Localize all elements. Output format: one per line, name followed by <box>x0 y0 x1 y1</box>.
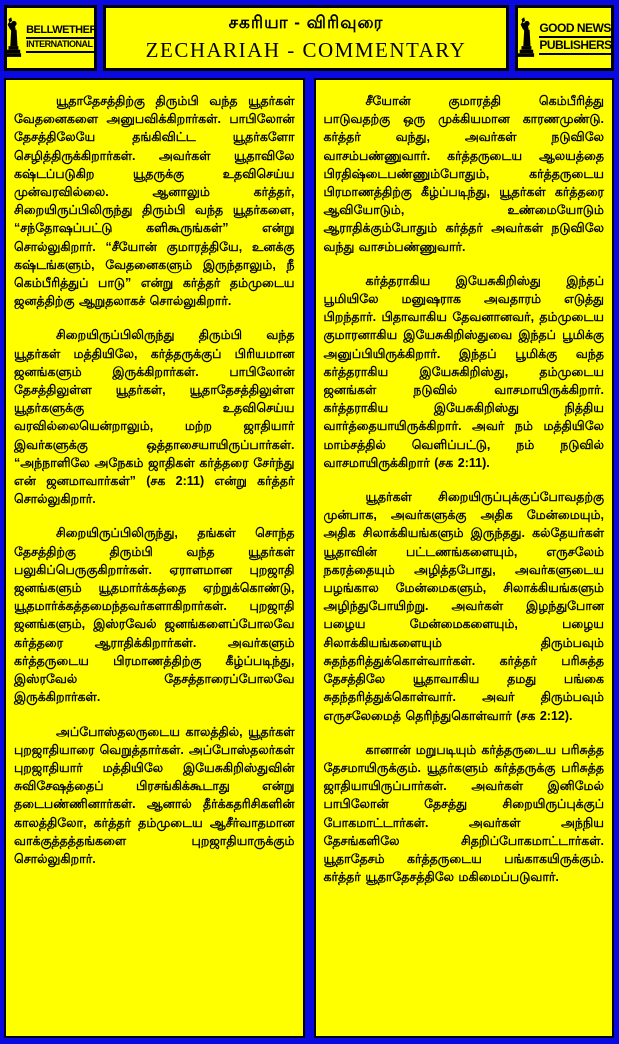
bellwether-logo-line2: INTERNATIONAL <box>26 39 97 52</box>
bellwether-logo <box>4 5 97 71</box>
paragraph: அப்போஸ்தலருடைய காலத்தில், யூதர்கள் புறஜாதியாரை வெறுத்தார்கள். அப்போஸ்தலர்கள் புறஜாதியார் மத்தியிலே இயேசுகிறிஸ்துவின் சுவிசேஷத்தைப் பிரசங்கிக்கூடாது என்று தடைபண்ணினார்கள். ஆனால் தீர்க்கதரிசிகளின் காலத்திலோ, கர்த்தர் தம்முடைய ஆசீர்வாதமான வாக்குத்தத்தங்களை புறஜாதியாருக்கும் சொல்லுகிறார். <box>14 724 295 866</box>
page-title-english: ZECHARIAH - COMMENTARY <box>145 38 467 62</box>
paragraph: யூதர்கள் சிறையிருப்புக்குப்போவதற்கு முன்பாக, அவர்களுக்கு அதிக மேன்மையும், அதிக சிலாக்கியங்களும் இருந்தது. கல்தேயர்கள் யூதாவின் பட்டணங்களையும், எருசலேம் நகரத்தையும் அழித்தபோது, அவர்களுடைய பழங்கால மேன்மைகளும், சிலாக்கியங்களும் அழிந்துபோயிற்று. அவர்கள் இழந்துபோன பழைய மேன்மைகளையும், பழைய சிலாக்கியங்களையும் திரும்பவும் சுதந்தரித்துக்கொள்வார்கள். கர்த்தர் பரிசுத்த தேசத்திலே யூதாவாகிய தமது பங்கை சுதந்தரித்துக்கொள்வார். அவர் திரும்பவும் எருசலேமைத் தெரிந்துகொள்வார் (சக 2:12). <box>323 490 604 723</box>
good-news-logo <box>515 5 614 71</box>
paragraph: சீயோன் குமாரத்தி கெம்பீரித்து பாடுவதற்கு ஒரு முக்கியமான காரணமுண்டு. கர்த்தர் வந்து, அவர்கள் நடுவிலே வாசம்பண்ணுவார். கர்த்தருடைய ஆலயத்தை பிரதிஷ்டைபண்ணும்போதும், கர்த்தருடைய பிரமாணத்திற்கு கீழ்ப்படிந்து, யூதர்கள் கர்த்தரை ஆவியோடும், உண்மையோடும் ஆராதிக்கும்போதும் கர்த்தர் அவர்கள் நடுவிலே வந்து வாசம்பண்ணுவார். <box>323 94 604 254</box>
text-column-left <box>4 78 305 1038</box>
good-news-logo-line2: PUBLISHERS <box>539 38 611 55</box>
statue-icon <box>4 17 22 59</box>
bellwether-logo-text <box>26 24 97 53</box>
body-columns <box>4 78 614 1038</box>
page-title-tamil: சகரியா - விரிவுரை <box>228 13 384 32</box>
good-news-logo-line1: GOOD NEWS <box>539 21 611 38</box>
header <box>4 5 614 71</box>
bellwether-logo-line1: BELLWETHER <box>26 24 97 40</box>
paragraph: சிறையிருப்பிலிருந்து திரும்பி வந்த யூதர்கள் மத்தியிலே, கர்த்தருக்குப் பிரியமான ஜனங்களும் இருக்கிறார்கள். பாபிலோன் தேசத்திலுள்ள யூதர்கள், யூதாதேசத்திலுள்ள யூதர்களுக்கு உதவிசெய்ய வரவில்லையென்றாலும், மற்ற ஜாதியார் இவர்களுக்கு ஒத்தாசையாயிருப்பார்கள். “அந்நாளிலே அநேகம் ஜாதிகள் கர்த்தரை சேர்ந்து என் ஜனமாவார்கள்” (சக 2:11) என்று கர்த்தர் சொல்லுகிறார். <box>14 328 295 507</box>
paragraph: கானான் மறுபடியும் கர்த்தருடைய பரிசுத்த தேசமாயிருக்கும். யூதர்களும் கர்த்தருக்கு பரிசுத்த ஜாதியாயிருப்பார்கள். அவர்கள் இனிமேல் பாபிலோன் தேசத்து சிறையிருப்புக்குப் போகமாட்டார்கள். அவர்கள் அந்நிய தேசங்களிலே சிதறிப்போகமாட்டார்கள். யூதாதேசம் கர்த்தருடைய பங்காகயிருக்கும். கர்த்தர் யூதாதேசத்திலே மகிமைப்படுவார். <box>323 742 604 885</box>
text-column-right <box>314 78 615 1038</box>
paragraph: கர்த்தராகிய இயேசுகிறிஸ்து இந்தப் பூமியிலே மனுஷராக அவதாரம் எடுத்து பிறந்தார். பிதாவாகிய தேவனானவர், தம்முடைய குமாரனாகிய இயேசுகிறிஸ்துவை இந்தப் பூமிக்கு அனுப்பியிருக்கிறார். இந்தப் பூமிக்கு வந்த கர்த்தராகிய இயேசுகிறிஸ்து, தம்முடைய ஜனங்கள் நடுவில் வாசமாயிருக்கிறார். கர்த்தராகிய இயேசுகிறிஸ்து நித்திய வார்த்தையாயிருக்கிறார். அவர் நம் மத்தியிலே மாம்சத்தில் வெளிப்பட்டு, நம் நடுவில் வாசமாயிருக்கிறார் (சக 2:11). <box>323 273 604 470</box>
paragraph: யூதாதேசத்திற்கு திரும்பி வந்த யூதர்கள் வேதனைகளை அனுபவிக்கிறார்கள். பாபிலோன் தேசத்திலேயே தங்கிவிட்ட யூதர்களோ செழித்திருக்கிறார்கள். அவர்கள் யூதாவிலே கஷ்டப்படுகிற யூதருக்கு உதவிசெய்ய முன்வரவில்லை. ஆனாலும் கர்த்தர், சிறையிருப்பிலிருந்து திரும்பி வந்த யூதர்களை, “சந்தோஷப்பட்டு களிகூருங்கள்” என்று சொல்லுகிறார். “சீயோன் குமாரத்தியே, உனக்கு கஷ்டங்களும், வேதனைகளும் இருந்தாலும், நீ கெம்பீரித்துப் பாடு” என்று கர்த்தர் தம்முடைய ஜனத்திற்கு ஆறுதலாகச் சொல்லுகிறார். <box>14 94 295 309</box>
statue-icon <box>517 17 535 59</box>
title-box <box>103 5 509 71</box>
paragraph: சிறையிருப்பிலிருந்து, தங்கள் சொந்த தேசத்திற்கு திரும்பி வந்த யூதர்கள் பலுகிப்பெருகுகிறார்கள். ஏராளமான புறஜாதி ஜனங்களும் யூதமார்க்கத்தை ஏற்றுக்கொண்டு, யூதமார்க்கத்தமைந்தவர்களாகிறார்கள். புறஜாதி ஜனங்களும், இஸ்ரவேல் ஜனங்களைப்போலவே கர்த்தரை ஆராதிக்கிறார்கள். அவர்களும் கர்த்தருடைய பிரமாணத்திற்கு கீழ்ப்படிந்து, இஸ்ரவேல் தேசத்தாரைப்போலவே இருக்கிறார்கள். <box>14 526 295 705</box>
good-news-logo-text <box>539 21 611 55</box>
